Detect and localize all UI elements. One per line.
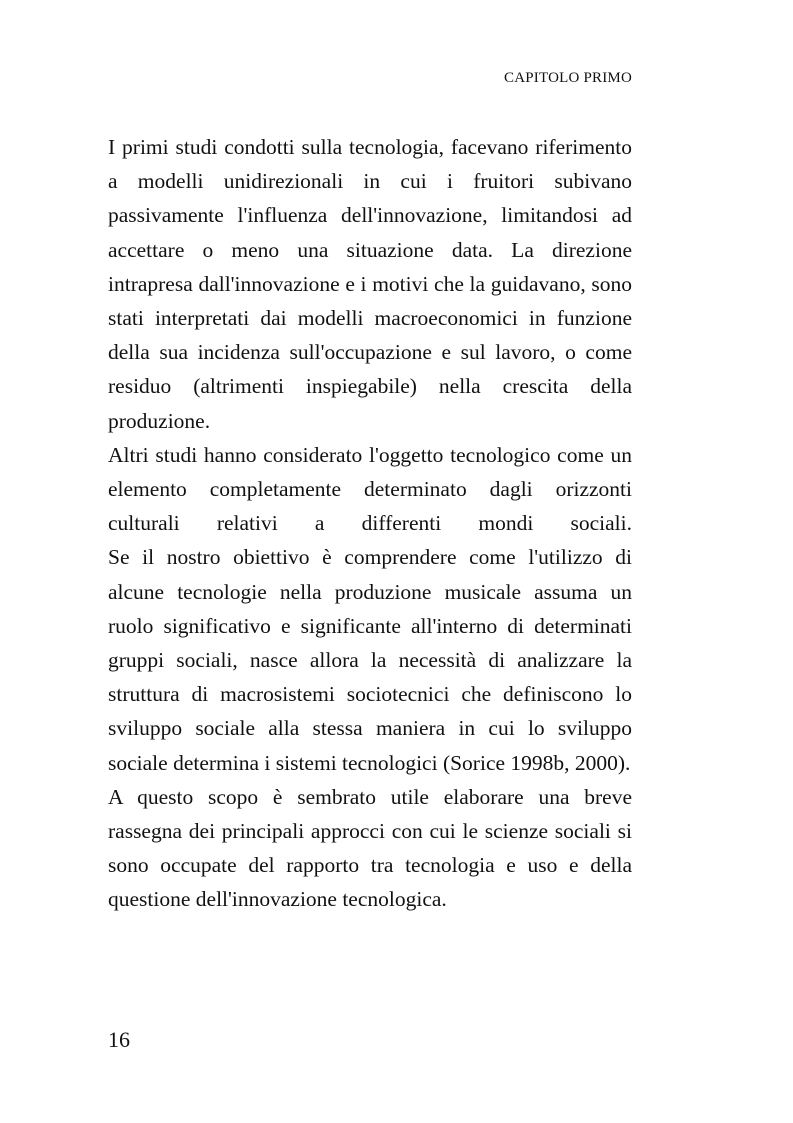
paragraph-4: A questo scopo è sembrato utile elaborare una breve rassegna dei principali approcci con cui le scienze sociali si sono occupate del rapporto tra tecnologia e uso e della questione dell'innovazione tecnologica. bbox=[108, 784, 632, 912]
body-text bbox=[108, 130, 632, 917]
paragraph-1: I primi studi condotti sulla tecnologia, facevano riferimento a modelli unidirezionali in cui i fruitori subivano passivamente l'influenza dell'innovazione, limitandosi ad accettare o meno una situazione data. La direzione intrapresa dall'innovazione e i motivi che la guidavano, sono stati interpretati dai modelli macroeconomici in funzione della sua incidenza sull'occupazione e sul lavoro, o come residuo (altrimenti inspiegabile) nella crescita della produzione. bbox=[108, 135, 632, 433]
running-header-chapter: CAPITOLO PRIMO bbox=[504, 70, 632, 86]
page-number: 16 bbox=[108, 1027, 130, 1052]
paragraph-3: Se il nostro obiettivo è comprendere come l'utilizzo di alcune tecnologie nella produzione musicale assuma un ruolo significativo e significante all'interno di determinati gruppi sociali, nasce allora la necessità di analizzare la struttura di macrosistemi sociotecnici che definiscono lo sviluppo sociale alla stessa maniera in cui lo sviluppo sociale determina i sistemi tecnologici (Sorice 1998b, 2000). bbox=[108, 545, 632, 775]
paragraph-2: Altri studi hanno considerato l'oggetto tecnologico come un elemento completamente determinato dagli orizzonti culturali relativi a differenti mondi sociali. bbox=[108, 442, 632, 536]
